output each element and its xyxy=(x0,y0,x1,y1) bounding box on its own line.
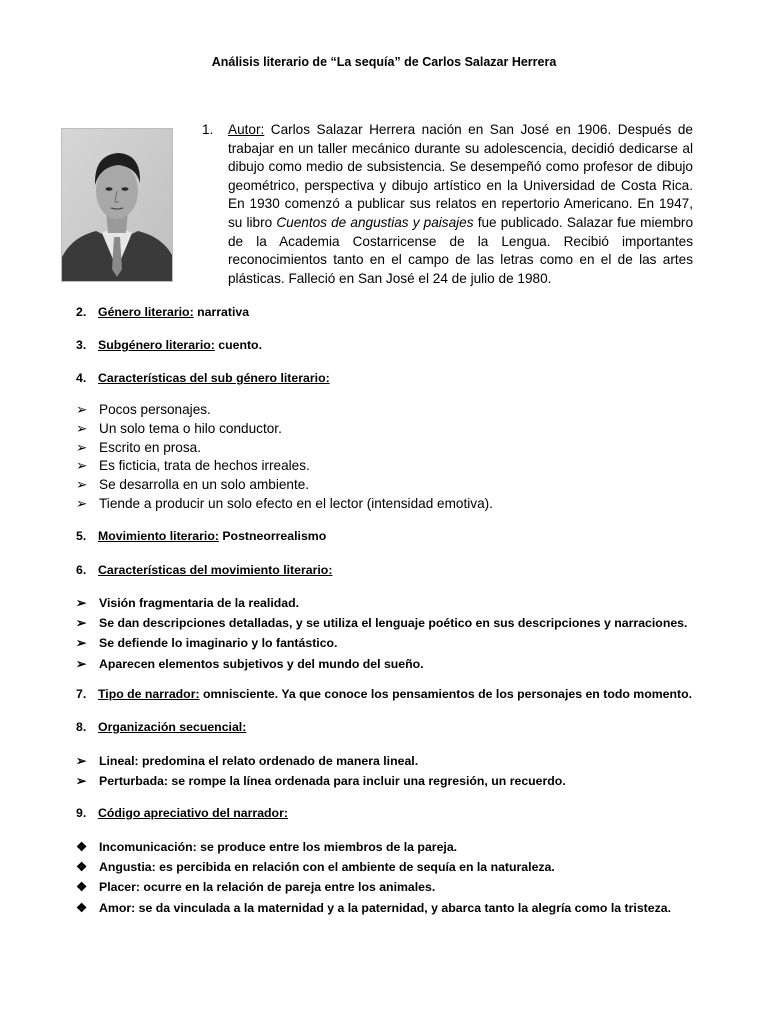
sequential-organization-list xyxy=(76,751,566,791)
arrow-bullet-icon: ➢ xyxy=(76,402,88,417)
arrow-bullet-icon: ➢ xyxy=(76,636,87,651)
section-literary-movement: 5. Movimiento literario: Postneorrealismo xyxy=(76,529,327,543)
arrow-bullet-icon: ➢ xyxy=(76,420,88,436)
list-item: ➢ Tiende a producir un solo efecto en el lector (intensidad emotiva). xyxy=(76,495,493,514)
section-narrator-appreciative-code: 9. Código apreciativo del narrador: xyxy=(76,806,288,820)
list-item: ➢ Visión fragmentaria de la realidad. xyxy=(76,593,687,613)
diamond-bullet-icon: ❖ xyxy=(76,900,88,915)
author-portrait-photo xyxy=(61,128,173,282)
arrow-bullet-icon: ➢ xyxy=(76,495,88,511)
section-movement-characteristics: 6. Características del movimiento literario: xyxy=(76,563,333,577)
author-book-title: Cuentos de angustias y paisajes xyxy=(276,214,474,230)
arrow-bullet-icon: ➢ xyxy=(76,656,87,671)
movement-characteristics-list xyxy=(76,593,687,674)
author-section xyxy=(202,121,693,288)
section-subgenre-characteristics: 4. Características del sub género literario: xyxy=(76,371,330,385)
arrow-bullet-icon: ➢ xyxy=(76,774,87,789)
arrow-bullet-icon: ➢ xyxy=(76,439,88,455)
section-narrator-type: 7. Tipo de narrador: omnisciente. Ya que conoce los pensamientos de los personajes en todo momento. xyxy=(76,687,693,701)
diamond-bullet-icon: ❖ xyxy=(76,860,88,875)
arrow-bullet-icon: ➢ xyxy=(76,458,88,474)
list-item: ➢ Es ficticia, trata de hechos irreales. xyxy=(76,457,493,476)
list-item: ➢ Se dan descripciones detalladas, y se utiliza el lenguaje poético en sus descripciones y narraciones. xyxy=(76,613,687,633)
author-paragraph xyxy=(228,121,693,288)
document-title: Análisis literario de “La sequía” de Carlos Salazar Herrera xyxy=(211,55,557,69)
arrow-bullet-icon: ➢ xyxy=(76,754,87,768)
diamond-bullet-icon: ❖ xyxy=(76,840,88,854)
list-item: ➢ Perturbada: se rompe la línea ordenada para incluir una regresión, un recuerdo. xyxy=(76,771,566,791)
list-item: ❖ Amor: se da vinculada a la maternidad y a la paternidad, y abarca tanto la alegría como la tristeza. xyxy=(76,898,671,918)
subgenre-characteristics-list xyxy=(76,401,493,514)
author-text: Carlos Salazar Herrera nación en San José en 1906. Después de trabajar en un taller mecánico durante su adolescencia, decidió dedicarse al dibujo como medio de subsistencia. Se desempeñó como profesor de dibujo geométrico, perspectiva y dibujo artístico en la Universidad de Costa Rica. En 1930 comenzó a publicar sus relatos en repertorio Americano. En 1947, su libro xyxy=(228,122,693,230)
list-item: ❖ Placer: ocurre en la relación de pareja entre los animales. xyxy=(76,877,671,897)
author-text-2: fue publicado. Salazar fue miembro de la Academia Costarricense de la Lengua. Recibió importantes reconocimientos tanto en el campo de las letras como en el de las artes plásticas. Falleció en San José el 24 de julio de 1980. xyxy=(228,214,693,286)
list-item: ❖ Incomunicación: se produce entre los miembros de la pareja. xyxy=(76,837,671,857)
list-item: ➢ Un solo tema o hilo conductor. xyxy=(76,420,493,439)
list-item: ➢ Pocos personajes. xyxy=(76,401,493,420)
list-item: ➢ Aparecen elementos subjetivos y del mundo del sueño. xyxy=(76,654,687,674)
arrow-bullet-icon: ➢ xyxy=(76,616,87,631)
arrow-bullet-icon: ➢ xyxy=(76,596,87,610)
portrait-image xyxy=(62,129,172,281)
list-item: ➢ Se defiende lo imaginario y lo fantástico. xyxy=(76,633,687,653)
narrator-appreciative-code-list xyxy=(76,837,671,918)
section-genre: 2. Género literario: narrativa xyxy=(76,305,250,319)
section-subgenre: 3. Subgénero literario: cuento. xyxy=(76,338,262,352)
section-sequential-organization: 8. Organización secuencial: xyxy=(76,720,247,734)
arrow-bullet-icon: ➢ xyxy=(76,477,88,493)
author-label: Autor: xyxy=(228,122,265,137)
list-item: ➢ Se desarrolla en un solo ambiente. xyxy=(76,476,493,495)
list-item: ❖ Angustia: es percibida en relación con el ambiente de sequía en la naturaleza. xyxy=(76,857,671,877)
list-item: ➢ Escrito en prosa. xyxy=(76,439,493,458)
author-number: 1. xyxy=(202,122,214,137)
list-item: ➢ Lineal: predomina el relato ordenado de manera lineal. xyxy=(76,751,566,771)
diamond-bullet-icon: ❖ xyxy=(76,880,88,895)
